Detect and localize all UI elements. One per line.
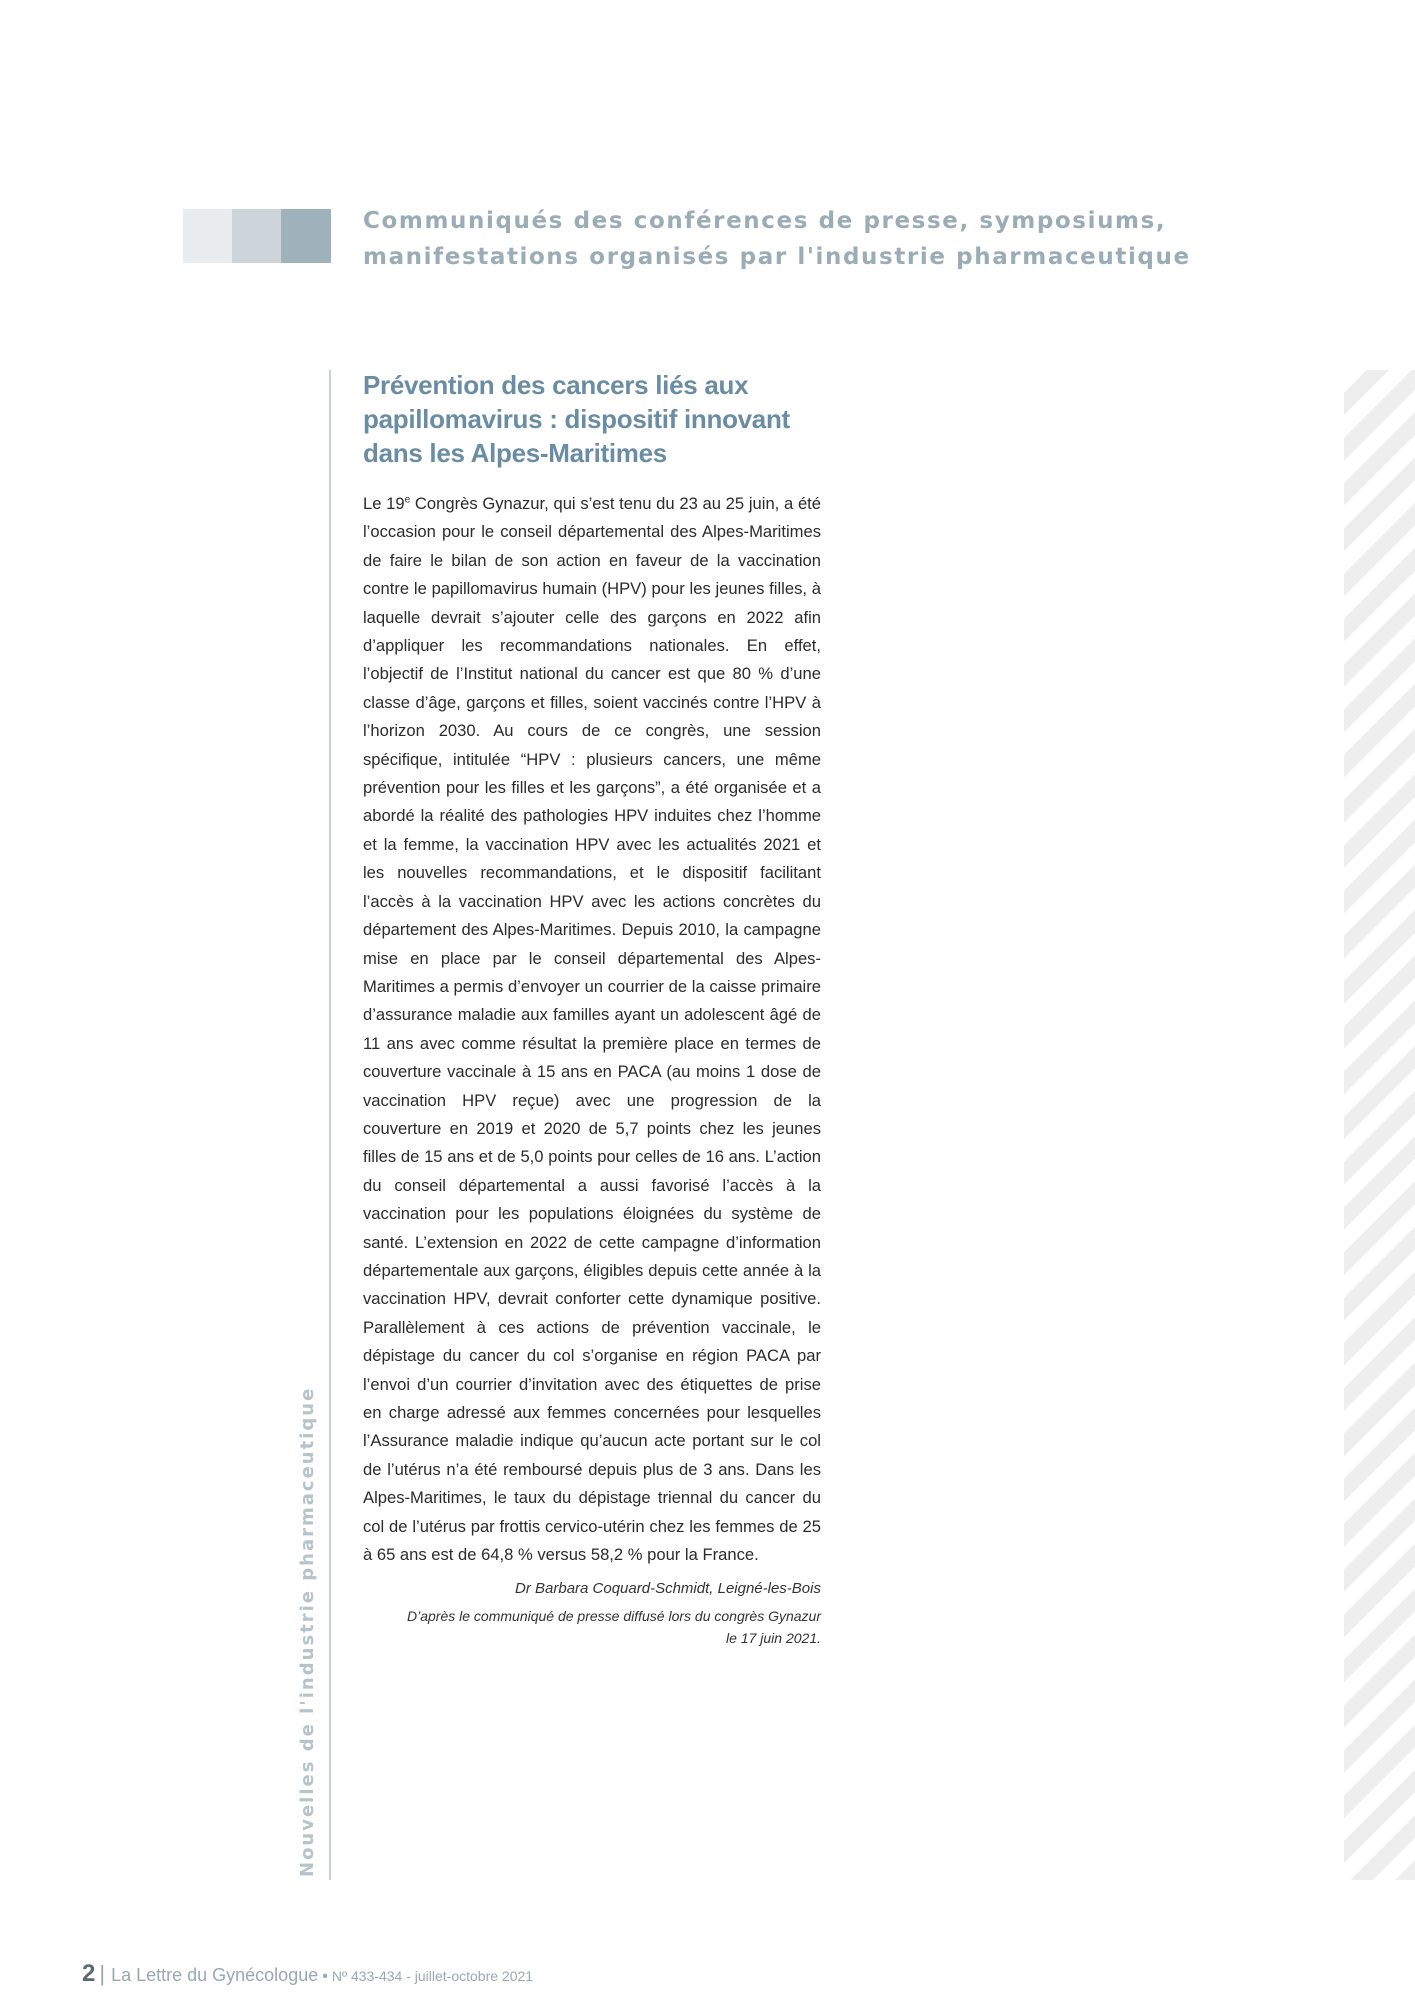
article-source (363, 1605, 821, 1649)
article-body-text: Congrès Gynazur, qui s’est tenu du 23 au 25 juin, a été l’occasion pour le conseil départemental des Alpes-Maritimes de faire le bilan de son action en faveur de la vaccination contre le papillomavirus humain (HPV) pour les jeunes filles, à laquelle devrait s’ajouter celle des garçons en 2022 afin d’appliquer les recommandations nationales. En effet, l’objectif de l’Institut national du cancer est que 80 % d’une classe d’âge, garçons et filles, soient vaccinés contre l’HPV à l’horizon 2030. Au cours de ce congrès, une session spécifique, intitulée “HPV : plusieurs cancers, une même prévention pour les filles et les garçons”, a été organisée et a abordé la réalité des pathologies HPV induites chez l’homme et la femme, la vaccination HPV avec les actualités 2021 et les nouvelles recommandations, et le dispositif facilitant l’accès à la vaccination HPV avec les actions concrètes du département des Alpes-Maritimes. Depuis 2010, la campagne mise en place par le conseil départemental des Alpes-Maritimes a permis d’envoyer un courrier de la caisse primaire d’assurance maladie aux familles ayant un adolescent âgé de 11 ans avec comme résultat la première place en termes de couverture vaccinale à 15 ans en PACA (au moins 1 dose de vaccination HPV reçue) avec une progression de la couverture en 2019 et 2020 de 5,7 points chez les jeunes filles de 15 ans et de 5,0 points pour celles de 16 ans. L’action du conseil départemental a aussi favorisé l’accès à la vaccination pour les populations éloignées du système de santé. L’extension en 2022 de cette campagne d’information départementale aux garçons, éligibles depuis cette année à la vaccination HPV, devrait conforter cette dynamique positive. Parallèlement à ces actions de prévention vaccinale, le dépistage du cancer du col s’organise en région PACA par l’envoi d’un courrier d’invitation avec des étiquettes de prise en charge adressé aux femmes concernées pour lesquelles l’Assurance maladie indique qu’aucun acte portant sur le col de l’utérus n’a été remboursé depuis plus de 3 ans. Dans les Alpes-Maritimes, le taux du dépistage triennal du cancer du col de l’utérus par frottis cervico-utérin chez les femmes de 25 à 65 ans est de 64,8 % versus 58,2 % pour la France. (363, 494, 822, 1565)
header-block-light (183, 209, 232, 263)
section-header (363, 203, 1263, 275)
article-body-start: Le 19 (363, 494, 405, 513)
header-block-medium (232, 209, 281, 263)
article-source-line-1: D’après le communiqué de presse diffusé lors du congrès Gynazur (407, 1608, 821, 1625)
footer-bullet: • (322, 1968, 328, 1985)
footer-separator: | (99, 1961, 106, 1986)
ordinal-superscript: e (404, 494, 411, 506)
decorative-stripes (1344, 370, 1415, 1880)
article-source-line-2: le 17 juin 2021. (726, 1630, 821, 1647)
article-title-line-2: papillomavirus : dispositif innovant (363, 404, 790, 434)
side-section-label: Nouvelles de l'industrie pharmaceutique (297, 1386, 318, 1877)
article-title-line-3: dans les Alpes-Maritimes (363, 438, 667, 468)
section-header-color-blocks (183, 209, 331, 263)
section-header-line-1: Communiqués des conférences de presse, symposiums, (363, 208, 1167, 234)
issue-info: Nº 433-434 - juillet-octobre 2021 (331, 1968, 534, 1984)
page-number: 2 (82, 1960, 96, 1987)
section-header-line-2: manifestations organisés par l'industrie pharmaceutique (363, 244, 1191, 270)
column-divider (329, 370, 331, 1880)
article-title (363, 368, 821, 470)
article (363, 368, 821, 1649)
article-title-line-1: Prévention des cancers liés aux (363, 370, 749, 400)
article-body (363, 490, 821, 1569)
page-footer (82, 1960, 533, 1988)
author-signature: Dr Barbara Coquard-Schmidt, Leigné-les-Bois (515, 1580, 821, 1598)
journal-name: La Lettre du Gynécologue (111, 1965, 319, 1985)
header-block-dark (281, 209, 331, 263)
